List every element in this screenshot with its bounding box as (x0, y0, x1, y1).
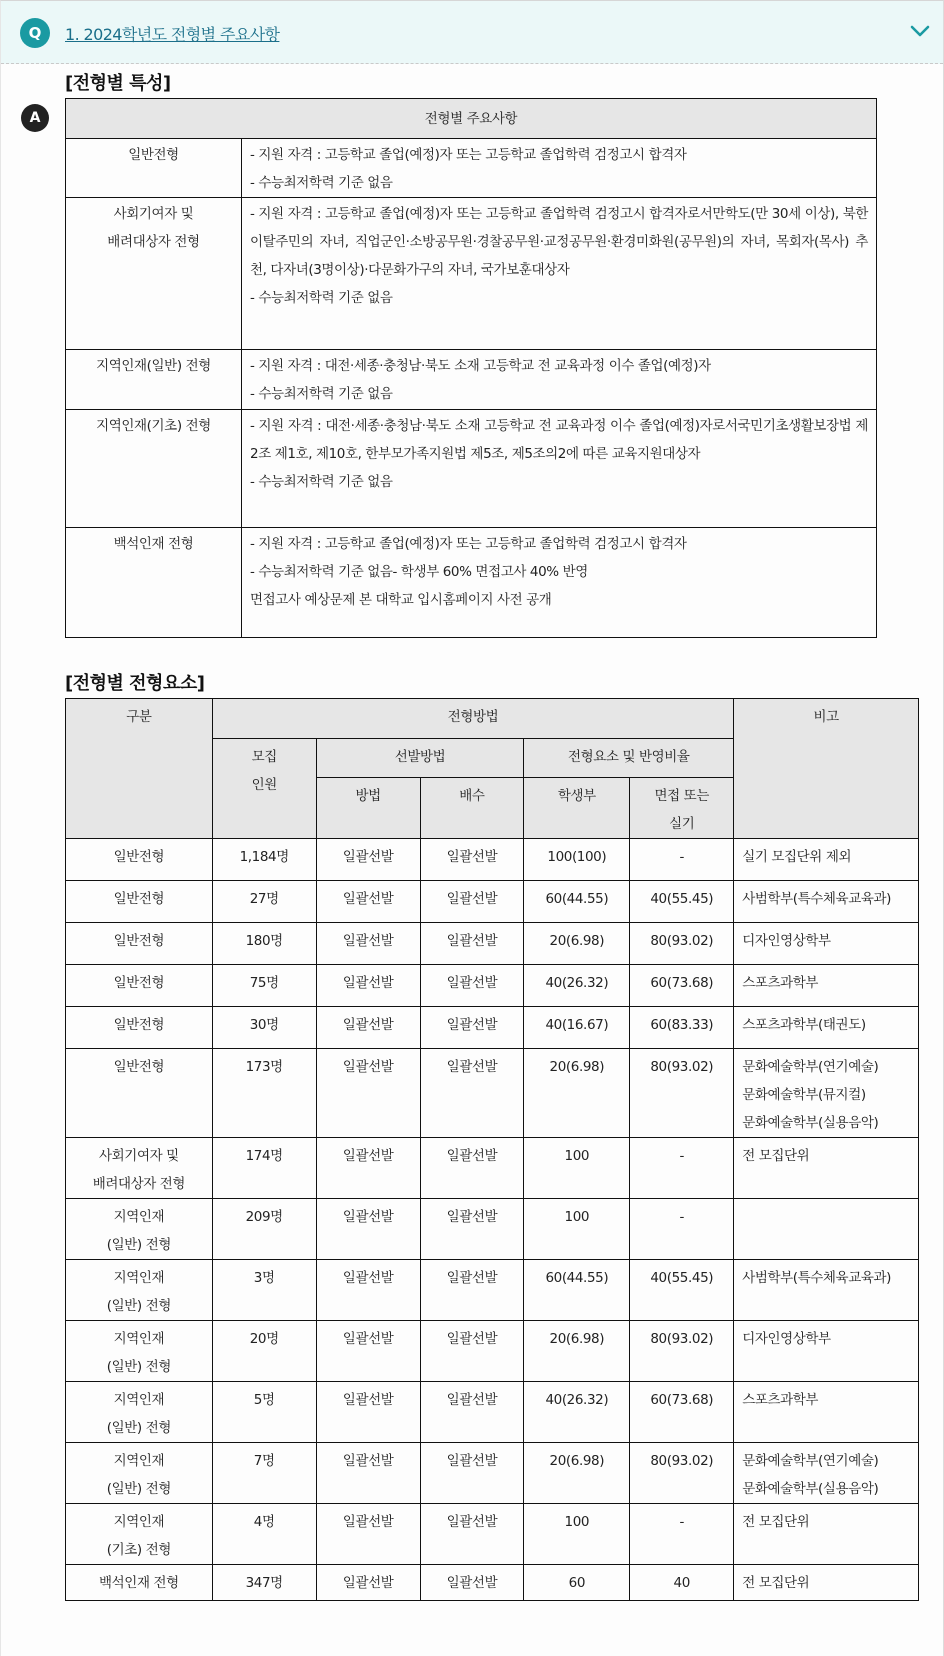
cell-note: 전 모집단위 (734, 1504, 919, 1565)
row-label: 지역인재(기초) 전형 (66, 410, 242, 528)
section-title-characteristics: [전형별 특성] (65, 73, 171, 94)
cell-note: 문화예술학부(연기예술) 문화예술학부(뮤지컬) 문화예술학부(실용음악) (734, 1049, 919, 1138)
cell-record: 60 (524, 1565, 630, 1601)
elements-table (65, 698, 919, 1601)
cell-record: 40(16.67) (524, 1007, 630, 1049)
cell-quota: 174명 (212, 1138, 316, 1199)
cell-record: 20(6.98) (524, 923, 630, 965)
cell-note: 사범학부(특수체육교육과) (734, 1260, 919, 1321)
section-title-elements: [전형별 전형요소] (65, 673, 205, 694)
cell-record: 100(100) (524, 839, 630, 881)
table-row (66, 965, 919, 1007)
table-row (66, 1199, 919, 1260)
table-row (66, 350, 877, 410)
row-description: - 지원 자격 : 고등학교 졸업(예정)자 또는 고등학교 졸업학력 검정고시 합격자 - 수능최저학력 기준 없음 (242, 139, 877, 198)
cell-category: 일반전형 (66, 965, 213, 1007)
table-row (66, 1007, 919, 1049)
cell-interview: 80(93.02) (630, 1443, 734, 1504)
table-row (66, 881, 919, 923)
cell-interview: 80(93.02) (630, 1049, 734, 1138)
cell-multiple: 일괄선발 (420, 1199, 524, 1260)
cell-multiple: 일괄선발 (420, 839, 524, 881)
cell-interview: 40(55.45) (630, 1260, 734, 1321)
cell-multiple: 일괄선발 (420, 965, 524, 1007)
cell-interview: 80(93.02) (630, 923, 734, 965)
row-label: 일반전형 (66, 139, 242, 198)
row-description: - 지원 자격 : 고등학교 졸업(예정)자 또는 고등학교 졸업학력 검정고시 합격자로서만학도(만 30세 이상), 북한이탈주민의 자녀, 직업군인·소방공무원·경찰공무원·교정공무원·환경미화원(공무원)의 자녀, 목회자(목사) 추천, 다자녀(3명이상)·다문화가구의 자녀, 국가보훈대상자 - 수능최저학력 기준 없음 (242, 198, 877, 350)
header-category: 구분 (66, 699, 213, 839)
cell-way: 일괄선발 (316, 1007, 420, 1049)
characteristics-table (65, 98, 877, 638)
cell-interview: 60(73.68) (630, 965, 734, 1007)
table-row (66, 1138, 919, 1199)
cell-multiple: 일괄선발 (420, 1443, 524, 1504)
cell-category: 지역인재 (일반) 전형 (66, 1382, 213, 1443)
answer-badge-icon: A (21, 104, 49, 132)
cell-way: 일괄선발 (316, 1321, 420, 1382)
cell-way: 일괄선발 (316, 1504, 420, 1565)
cell-multiple: 일괄선발 (420, 1382, 524, 1443)
row-description: - 지원 자격 : 대전·세종·충청남·북도 소재 고등학교 전 교육과정 이수 졸업(예정)자 - 수능최저학력 기준 없음 (242, 350, 877, 410)
cell-category: 지역인재 (일반) 전형 (66, 1199, 213, 1260)
cell-category: 일반전형 (66, 1049, 213, 1138)
cell-interview: 40 (630, 1565, 734, 1601)
cell-record: 20(6.98) (524, 1443, 630, 1504)
cell-record: 60(44.55) (524, 1260, 630, 1321)
table-row (66, 410, 877, 528)
header-interview: 면접 또는 실기 (630, 778, 734, 839)
cell-interview: - (630, 1199, 734, 1260)
chevron-down-icon[interactable] (909, 23, 931, 39)
cell-quota: 5명 (212, 1382, 316, 1443)
cell-quota: 3명 (212, 1260, 316, 1321)
header-way: 방법 (316, 778, 420, 839)
cell-interview: - (630, 1138, 734, 1199)
cell-way: 일괄선발 (316, 881, 420, 923)
cell-note: 문화예술학부(연기예술) 문화예술학부(실용음악) (734, 1443, 919, 1504)
cell-category: 일반전형 (66, 923, 213, 965)
table-row (66, 1382, 919, 1443)
cell-record: 20(6.98) (524, 1321, 630, 1382)
table-row (66, 1504, 919, 1565)
cell-note: 스포츠과학부(태권도) (734, 1007, 919, 1049)
cell-record: 40(26.32) (524, 965, 630, 1007)
cell-note: 디자인영상학부 (734, 923, 919, 965)
cell-way: 일괄선발 (316, 1049, 420, 1138)
cell-quota: 347명 (212, 1565, 316, 1601)
cell-record: 100 (524, 1199, 630, 1260)
cell-multiple: 일괄선발 (420, 1138, 524, 1199)
header-record: 학생부 (524, 778, 630, 839)
table-row (66, 923, 919, 965)
table-row (66, 528, 877, 638)
cell-multiple: 일괄선발 (420, 881, 524, 923)
cell-interview: 60(73.68) (630, 1382, 734, 1443)
cell-quota: 1,184명 (212, 839, 316, 881)
cell-interview: - (630, 1504, 734, 1565)
cell-note: 디자인영상학부 (734, 1321, 919, 1382)
row-description: - 지원 자격 : 대전·세종·충청남·북도 소재 고등학교 전 교육과정 이수 졸업(예정)자로서국민기초생활보장법 제2조 제1호, 제10호, 한부모가족지원법 제5조, 제5조의2에 따른 교육지원대상자 - 수능최저학력 기준 없음 (242, 410, 877, 528)
table-row (66, 1260, 919, 1321)
cell-interview: 80(93.02) (630, 1321, 734, 1382)
faq-question-header[interactable] (1, 1, 943, 64)
header-quota: 모집 인원 (212, 739, 316, 839)
cell-record: 40(26.32) (524, 1382, 630, 1443)
cell-record: 100 (524, 1138, 630, 1199)
cell-multiple: 일괄선발 (420, 1049, 524, 1138)
cell-quota: 75명 (212, 965, 316, 1007)
table-row (66, 198, 877, 350)
cell-note: 전 모집단위 (734, 1565, 919, 1601)
cell-category: 백석인재 전형 (66, 1565, 213, 1601)
cell-interview: - (630, 839, 734, 881)
cell-note: 전 모집단위 (734, 1138, 919, 1199)
header-multiple: 배수 (420, 778, 524, 839)
cell-note: 사범학부(특수체육교육과) (734, 881, 919, 923)
cell-way: 일괄선발 (316, 839, 420, 881)
cell-way: 일괄선발 (316, 965, 420, 1007)
cell-category: 지역인재 (일반) 전형 (66, 1443, 213, 1504)
question-badge-icon: Q (20, 18, 50, 48)
cell-category: 사회기여자 및 배려대상자 전형 (66, 1138, 213, 1199)
table-row (66, 139, 877, 198)
cell-note: 스포츠과학부 (734, 965, 919, 1007)
row-label: 백석인재 전형 (66, 528, 242, 638)
cell-quota: 180명 (212, 923, 316, 965)
cell-way: 일괄선발 (316, 1443, 420, 1504)
cell-quota: 30명 (212, 1007, 316, 1049)
header-method: 전형방법 (212, 699, 733, 739)
table-row (66, 1049, 919, 1138)
cell-category: 일반전형 (66, 839, 213, 881)
cell-quota: 173명 (212, 1049, 316, 1138)
cell-quota: 20명 (212, 1321, 316, 1382)
table-row (66, 1321, 919, 1382)
table-row (66, 839, 919, 881)
cell-category: 지역인재 (일반) 전형 (66, 1260, 213, 1321)
cell-multiple: 일괄선발 (420, 1565, 524, 1601)
table-row (66, 1443, 919, 1504)
cell-way: 일괄선발 (316, 1260, 420, 1321)
cell-multiple: 일괄선발 (420, 1321, 524, 1382)
cell-quota: 7명 (212, 1443, 316, 1504)
cell-multiple: 일괄선발 (420, 1504, 524, 1565)
cell-multiple: 일괄선발 (420, 1007, 524, 1049)
header-selection: 선발방법 (316, 739, 524, 778)
cell-way: 일괄선발 (316, 1565, 420, 1601)
cell-interview: 40(55.45) (630, 881, 734, 923)
row-label: 사회기여자 및 배려대상자 전형 (66, 198, 242, 350)
cell-record: 20(6.98) (524, 1049, 630, 1138)
cell-quota: 4명 (212, 1504, 316, 1565)
cell-multiple: 일괄선발 (420, 923, 524, 965)
cell-note: 실기 모집단위 제외 (734, 839, 919, 881)
question-title-link[interactable]: 1. 2024학년도 전형별 주요사항 (65, 25, 280, 44)
cell-note: 스포츠과학부 (734, 1382, 919, 1443)
cell-category: 지역인재 (기초) 전형 (66, 1504, 213, 1565)
cell-category: 지역인재 (일반) 전형 (66, 1321, 213, 1382)
header-note: 비고 (734, 699, 919, 839)
cell-way: 일괄선발 (316, 1199, 420, 1260)
cell-note (734, 1199, 919, 1260)
cell-way: 일괄선발 (316, 923, 420, 965)
cell-category: 일반전형 (66, 881, 213, 923)
table-row (66, 1565, 919, 1601)
header-elements: 전형요소 및 반영비율 (524, 739, 734, 778)
cell-way: 일괄선발 (316, 1382, 420, 1443)
cell-way: 일괄선발 (316, 1138, 420, 1199)
cell-interview: 60(83.33) (630, 1007, 734, 1049)
row-description: - 지원 자격 : 고등학교 졸업(예정)자 또는 고등학교 졸업학력 검정고시 합격자 - 수능최저학력 기준 없음- 학생부 60% 면접고사 40% 반영 면접고사 예상문제 본 대학교 입시홈페이지 사전 공개 (242, 528, 877, 638)
row-label: 지역인재(일반) 전형 (66, 350, 242, 410)
cell-quota: 27명 (212, 881, 316, 923)
cell-multiple: 일괄선발 (420, 1260, 524, 1321)
table-header: 전형별 주요사항 (66, 99, 877, 139)
cell-quota: 209명 (212, 1199, 316, 1260)
cell-record: 60(44.55) (524, 881, 630, 923)
cell-record: 100 (524, 1504, 630, 1565)
cell-category: 일반전형 (66, 1007, 213, 1049)
